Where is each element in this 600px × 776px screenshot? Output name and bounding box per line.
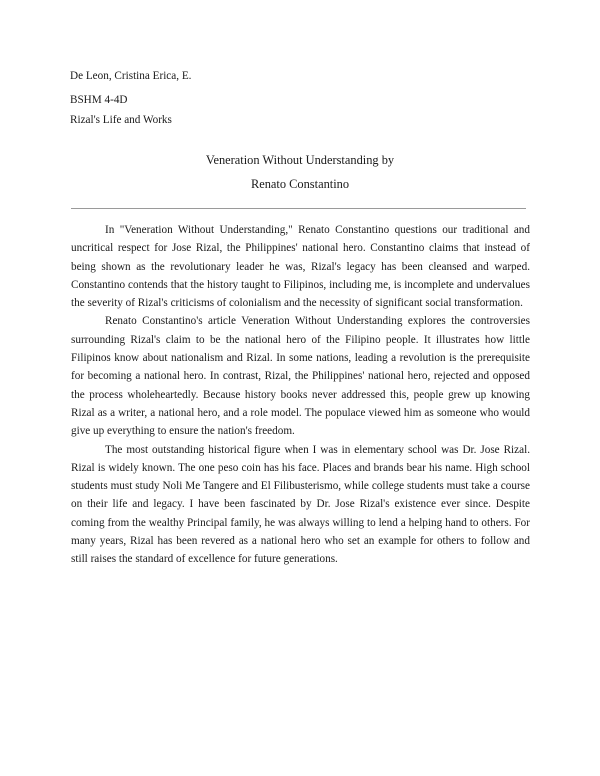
title-divider xyxy=(71,208,526,209)
essay-title-author: Renato Constantino xyxy=(250,177,350,191)
paragraph: The most outstanding historical figure when I was in elementary school was Dr. Jose Rizal. Rizal is widely known. The one peso coin has his face. Places and brands bear his name. High school students must study Noli Me Tangere and El Filibusterismo, while college students must take a course on their life and legacy. I have been fascinated by Dr. Jose Rizal's existence ever since. Despite coming from the wealthy Principal family, he was always willing to lend a helping hand to others. For many years, Rizal has been revered as a national hero who set an example for others to follow and still raises the standard of excellence for future generations. xyxy=(71,443,530,566)
essay-body xyxy=(71,221,530,569)
essay-title: Veneration Without Understanding by xyxy=(205,153,395,167)
author-name: De Leon, Cristina Erica, E. xyxy=(70,70,192,82)
paragraph: In "Veneration Without Understanding," Renato Constantino questions our traditional and uncritical respect for Jose Rizal, the Philippines' national hero. Constantino claims that instead of being shown as the revolutionary leader he was, Rizal's legacy has been cleansed and warped. Constantino contends that the history taught to Filipinos, including me, is incomplete and undervalues the severity of Rizal's criticisms of colonialism and the necessity of significant social transformation. xyxy=(71,224,530,310)
paragraph: Renato Constantino's article Veneration Without Understanding explores the controversies surrounding Rizal's claim to be the national hero of the Filipino people. It illustrates how little Filipinos know about nationalism and Rizal. In some nations, leading a revolution is the prerequisite for becoming a national hero. In contrast, Rizal, the Philippines' national hero, rejected and opposed the process wholeheartedly. Because history books never addressed this, people grew up knowing Rizal as a writer, a national hero, and a role model. The populace viewed him as someone who would give up everything to ensure the nation's freedom. xyxy=(71,315,530,438)
class-section: BSHM 4-4D xyxy=(70,94,128,106)
course-name: Rizal's Life and Works xyxy=(70,114,172,126)
